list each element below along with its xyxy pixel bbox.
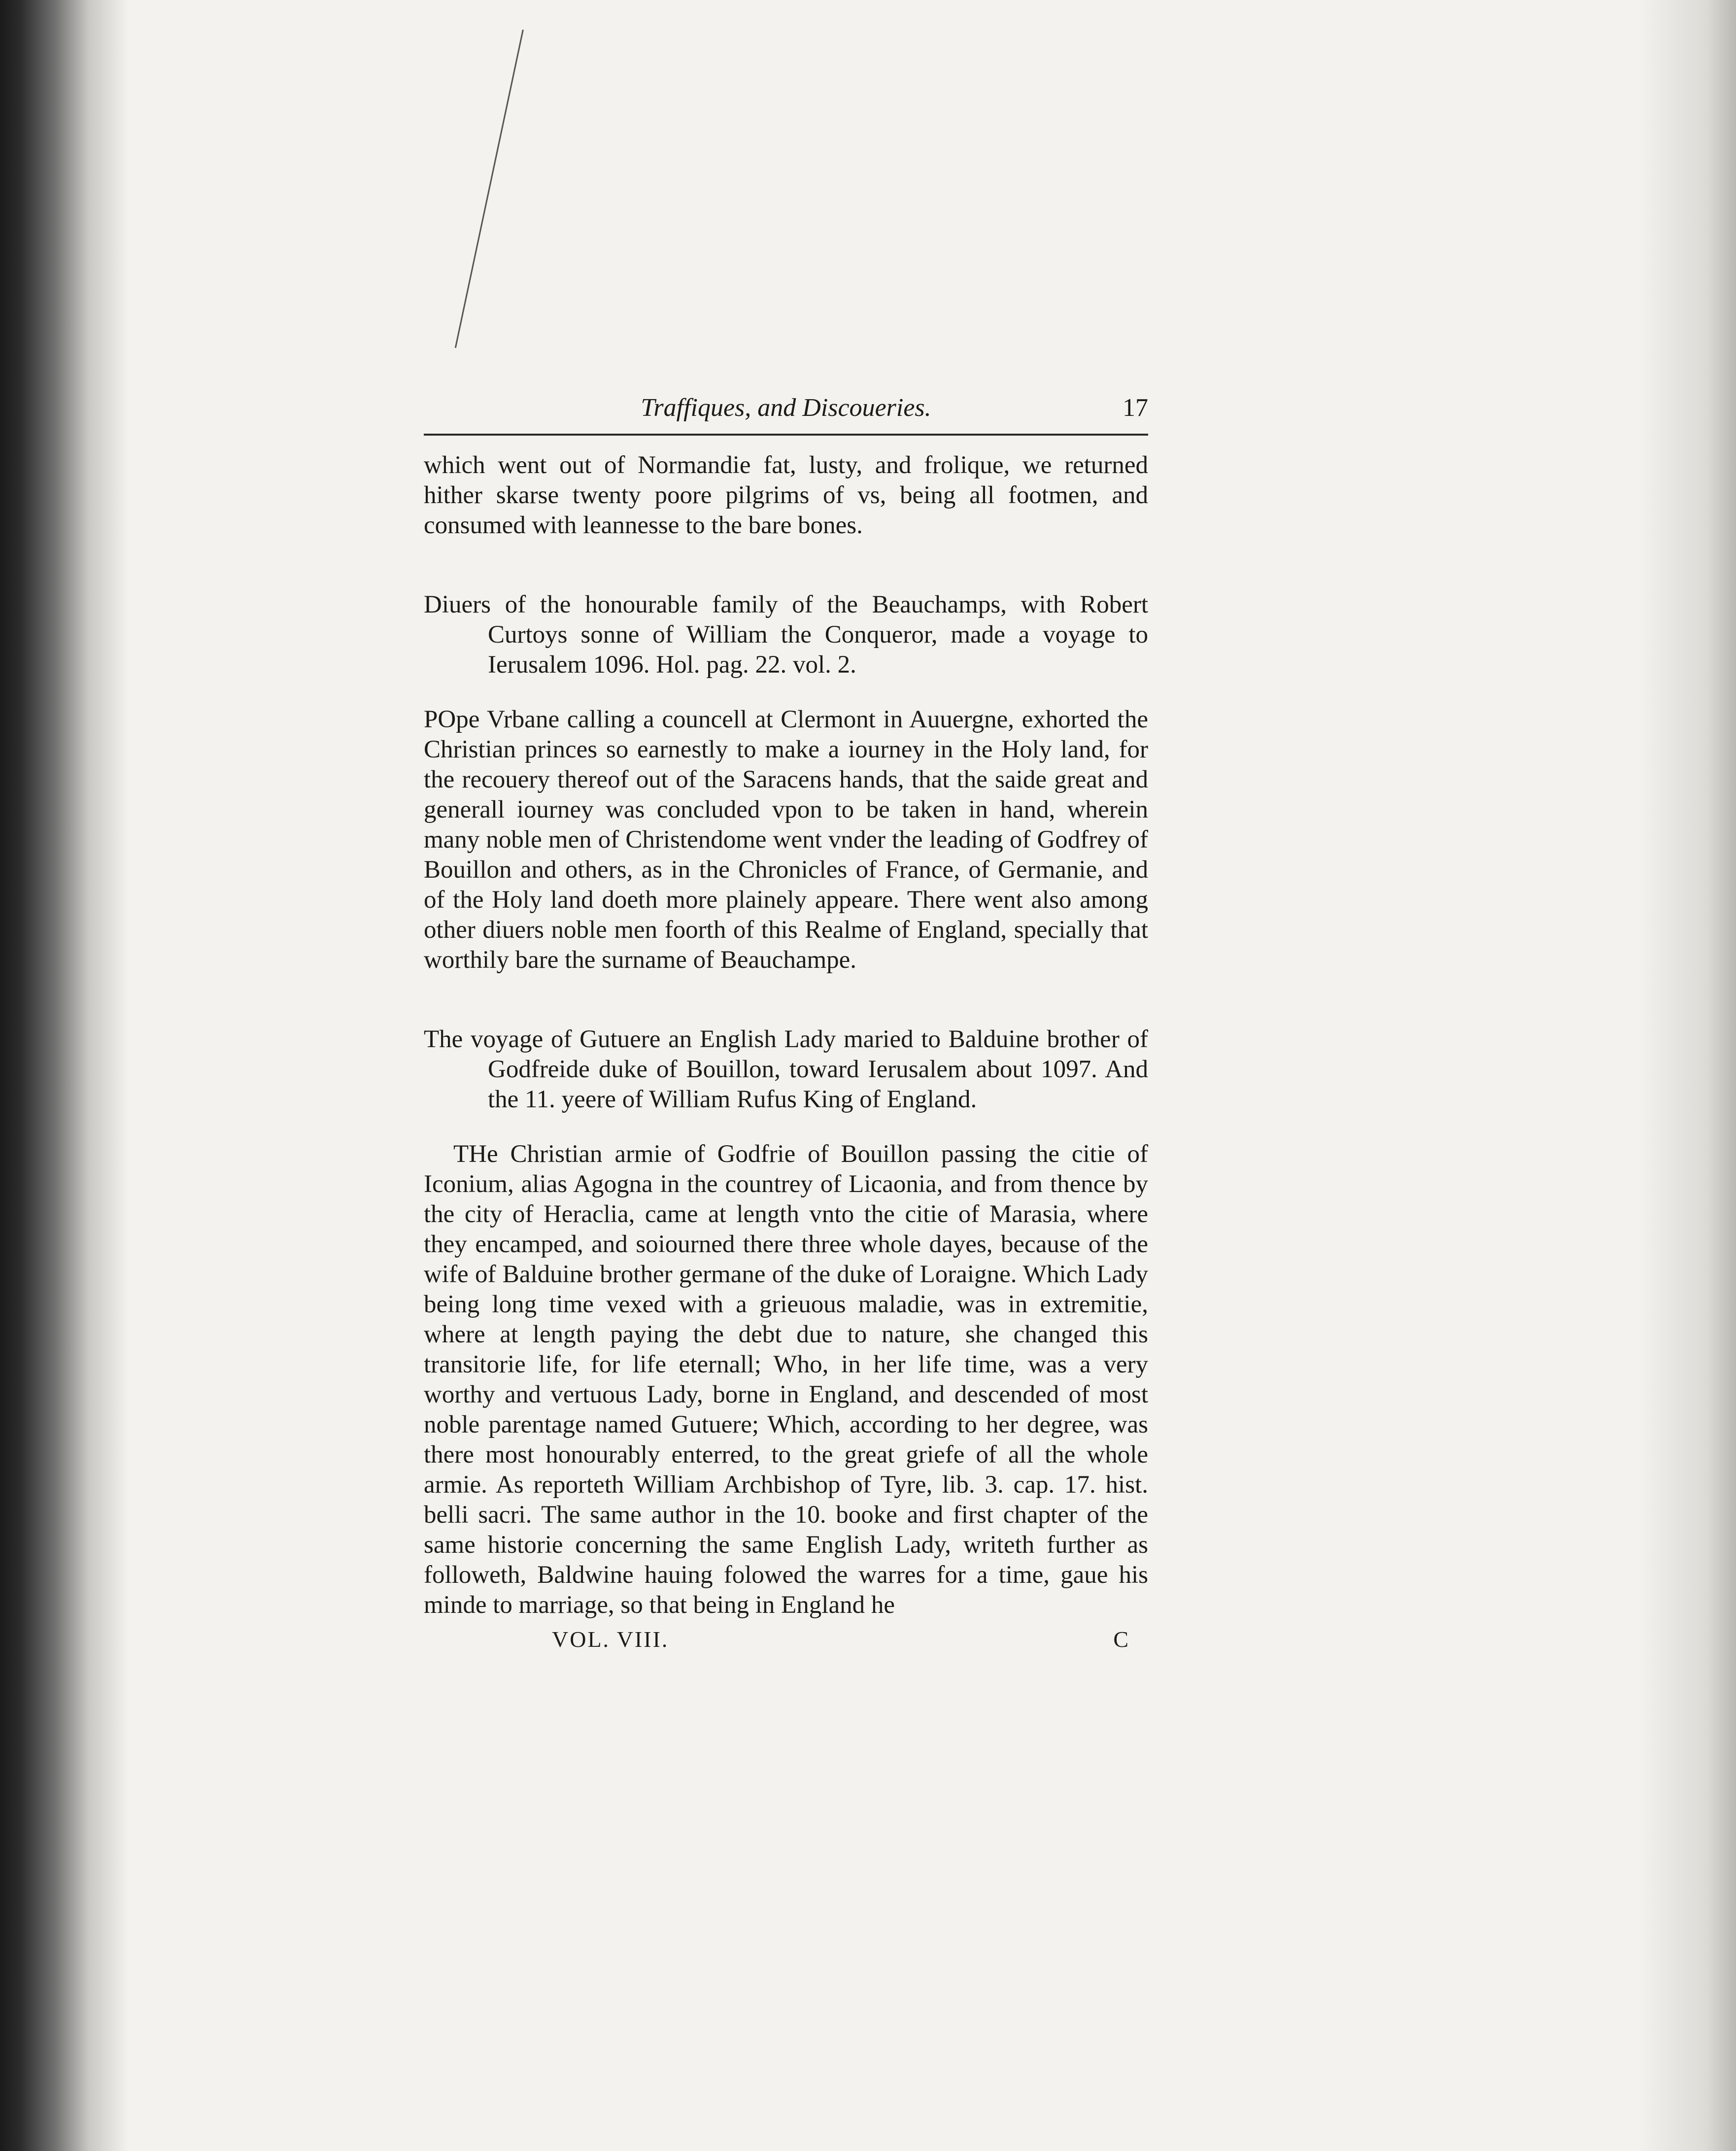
stray-pencil-line: [455, 30, 524, 348]
scan-shadow-left: [0, 0, 128, 2151]
scan-shadow-right: [1637, 0, 1736, 2151]
signature-mark: C: [1113, 1627, 1128, 1652]
section-heading-beauchamps: Diuers of the honourable family of the Beauchamps, with Robert Curtoys sonne of William the Conqueror, made a voyage to Ierusalem 1096. Hol. pag. 22. vol. 2.: [424, 591, 1148, 679]
running-head: [424, 389, 1148, 436]
section-body-beauchamps: POpe Vrbane calling a councell at Clermont in Auuergne, exhorted the Christian princes so earnestly to make a iourney in the Holy land, for the recouery thereof out of the Saracens hands, that the saide great and generall iourney was concluded vpon to be taken in hand, wherein many noble men of Christendome went vnder the leading of Godfrey of Bouillon and others, as in the Chronicles of France, of Germanie, and of the Holy land doeth more plainely appeare. There went also among other diuers noble men foorth of this Realme of England, specially that worthily bare the surname of Beauchampe.: [424, 706, 1148, 974]
section-heading-gutuere: The voyage of Gutuere an English Lady maried to Balduine brother of Godfreide duke of Bouillon, toward Ierusalem about 1097. And the 11. yeere of William Rufus King of England.: [424, 1025, 1148, 1113]
running-title: Traffiques, and Discoueries.: [641, 394, 931, 422]
page-number: 17: [1123, 394, 1148, 422]
continuation-paragraph: which went out of Normandie fat, lusty, and frolique, we returned hither skarse twenty poore pilgrims of vs, being all footmen, and consumed with leannesse to the bare bones.: [424, 451, 1148, 539]
page-footer: [424, 1626, 1148, 1661]
volume-label: VOL. VIII.: [552, 1627, 669, 1652]
book-page: [424, 389, 1148, 1661]
section-body-gutuere: THe Christian armie of Godfrie of Bouillon passing the citie of Iconium, alias Agogna in the countrey of Licaonia, and from thence by the city of Heraclia, came at length vnto the citie of Marasia, where they encamped, and soiourned there three whole dayes, because of the wife of Balduine brother germane of the duke of Loraigne. Which Lady being long time vexed with a grieuous maladie, was in extremitie, where at length paying the debt due to nature, she changed this transitorie life, for life eternall; Who, in her life time, was a very worthy and vertuous Lady, borne in England, and descended of most noble parentage named Gutuere; Which, according to her degree, was there most honourably enterred, to the great griefe of all the whole armie. As reporteth William Archbishop of Tyre, lib. 3. cap. 17. hist. belli sacri. The same author in the 10. booke and first chapter of the same historie concerning the same English Lady, writeth further as followeth, Baldwine hauing folowed the warres for a time, gaue his minde to marriage, so that being in England he: [424, 1140, 1148, 1619]
